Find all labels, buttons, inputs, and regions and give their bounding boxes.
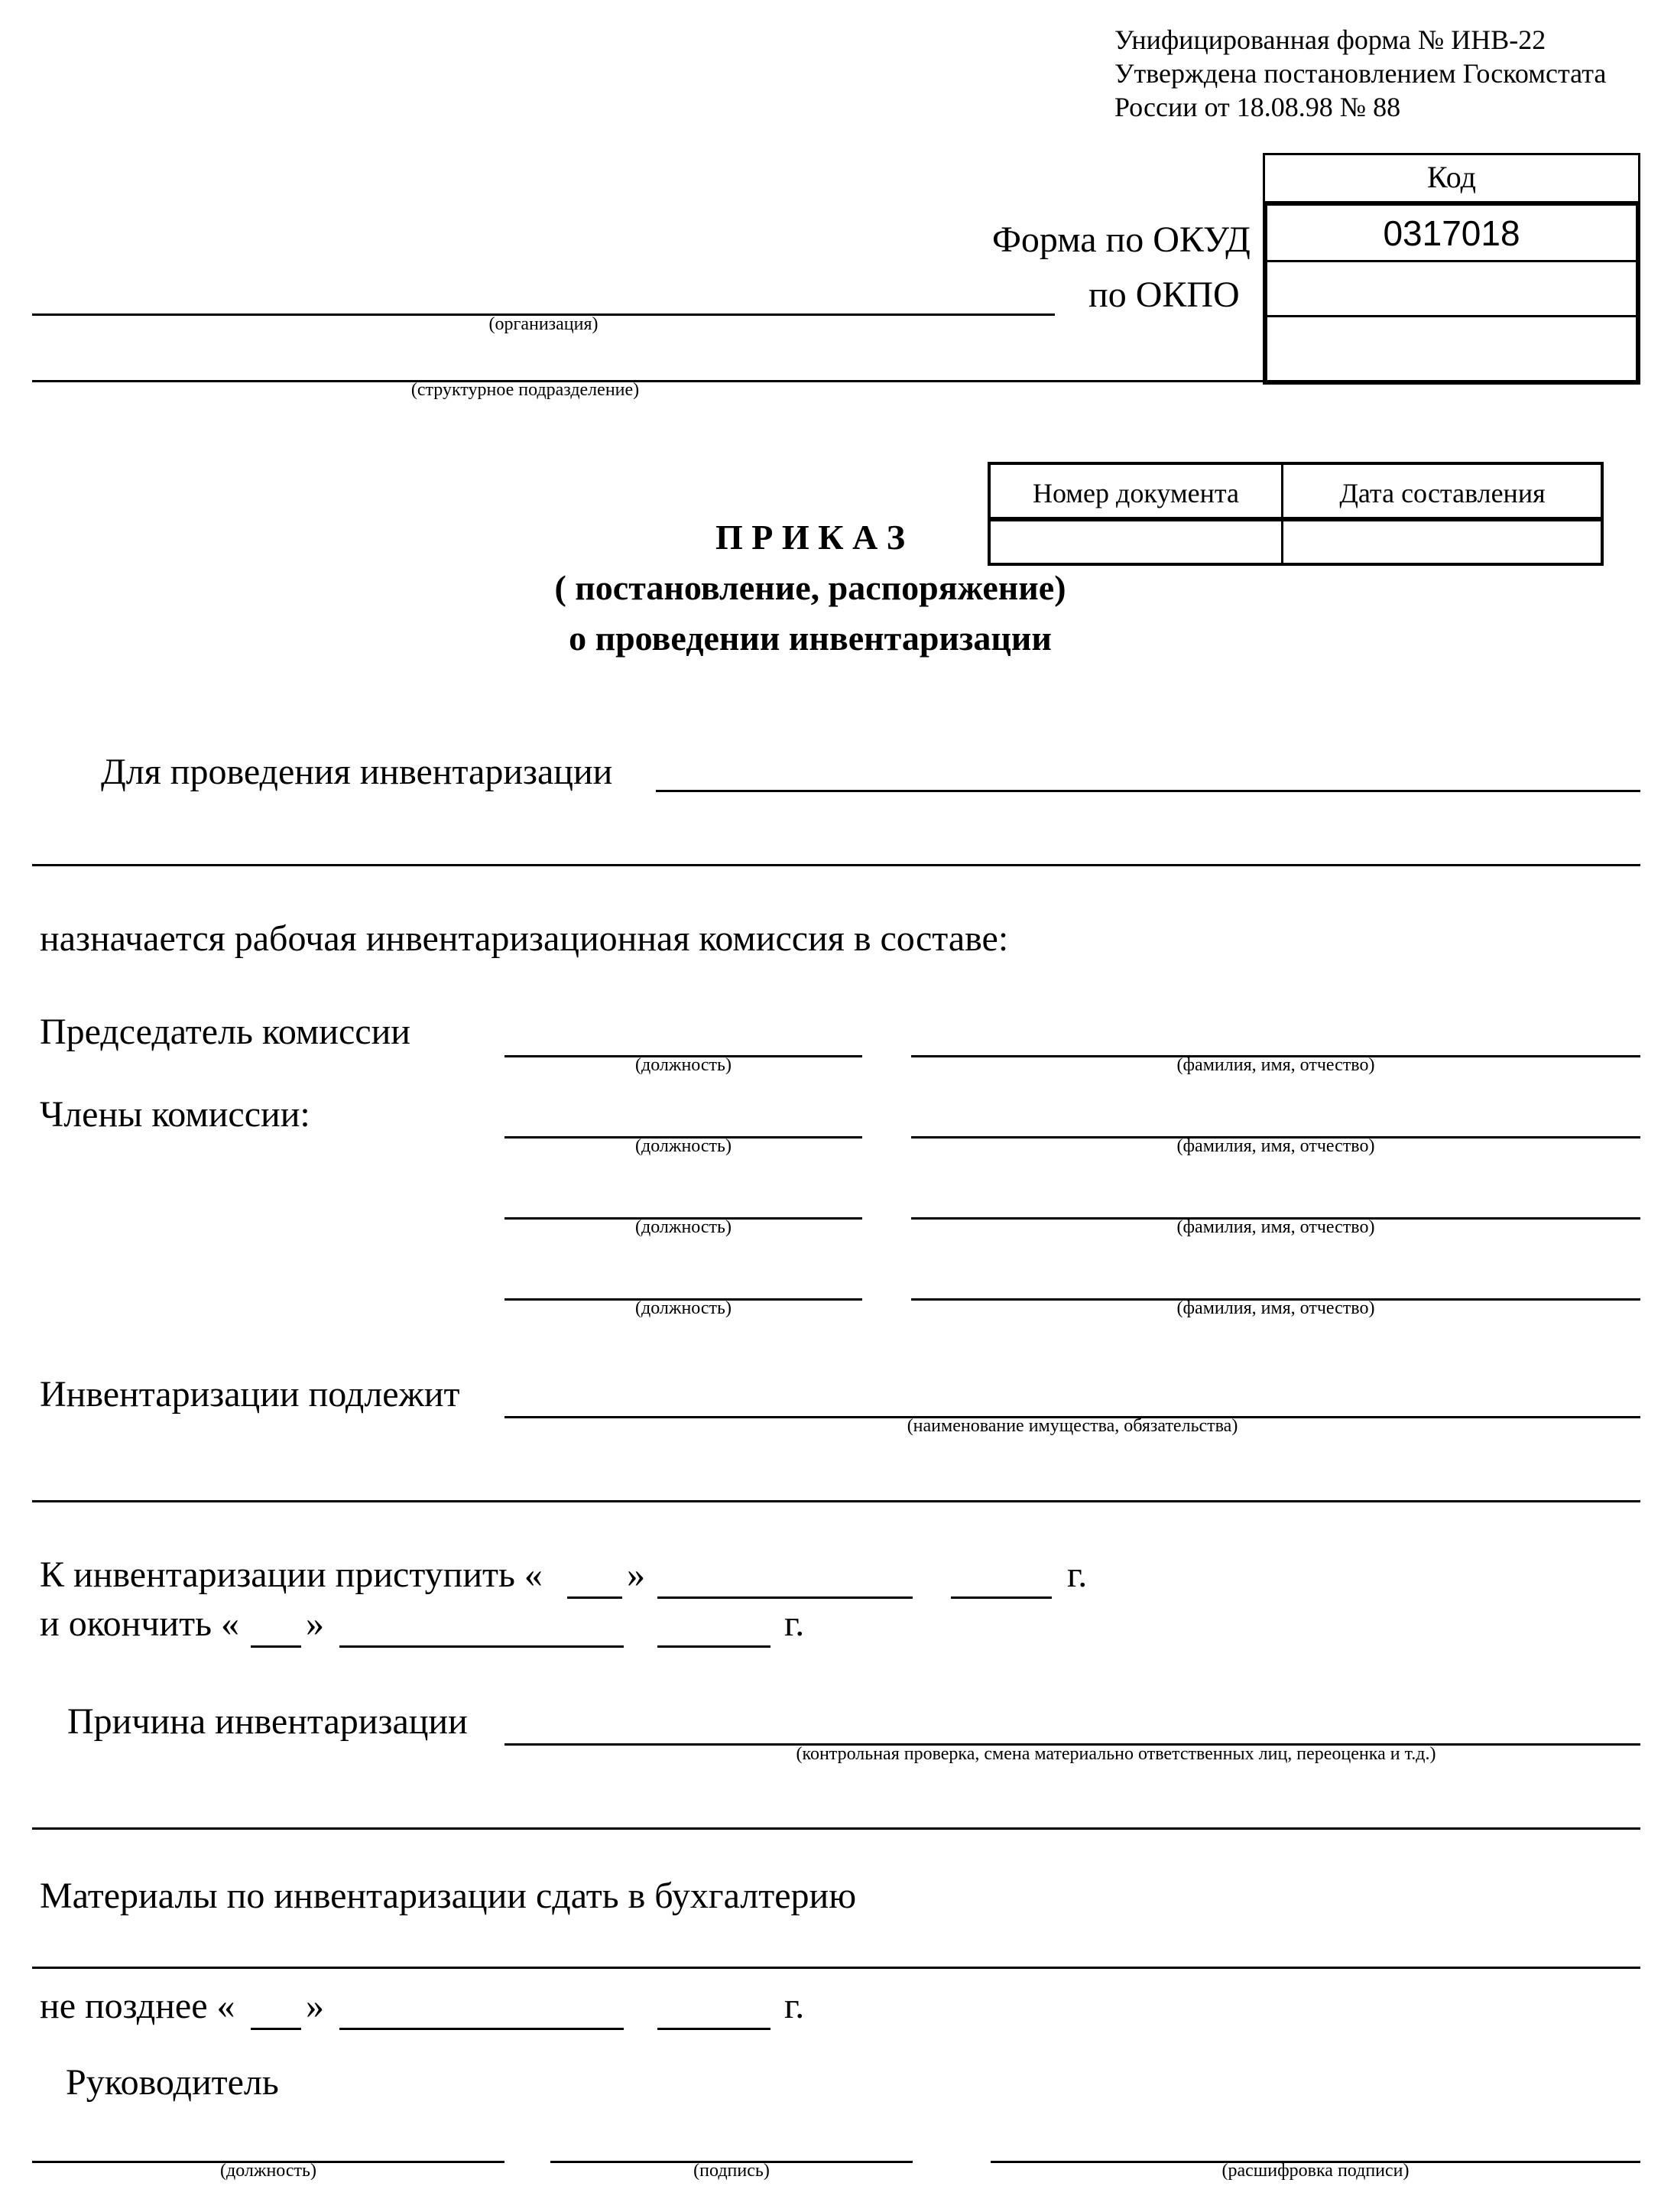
start-year-field[interactable] bbox=[951, 1596, 1052, 1599]
name-caption: (фамилия, имя, отчество) bbox=[1176, 1217, 1375, 1237]
end-day-field[interactable] bbox=[251, 1645, 301, 1648]
code-divider-1 bbox=[1263, 260, 1640, 262]
materials-field[interactable] bbox=[32, 1967, 1640, 1969]
doc-date-header: Дата составления bbox=[1339, 478, 1546, 508]
commission-text: назначается рабочая инвентаризационная комиссия в составе: bbox=[40, 918, 1009, 959]
purpose-label: Для проведения инвентаризации bbox=[101, 752, 613, 792]
reason-field-continued[interactable] bbox=[32, 1827, 1640, 1830]
position-caption: (должность) bbox=[635, 1055, 732, 1075]
end-label: и окончить « bbox=[40, 1603, 239, 1644]
order-subtitle: ( постановление, распоряжение) bbox=[554, 568, 1066, 607]
form-name: Унифицированная форма № ИНВ-22 bbox=[1114, 24, 1546, 55]
chairman-label: Председатель комиссии bbox=[40, 1012, 410, 1052]
deadline-year-field[interactable] bbox=[657, 2028, 770, 2030]
doc-table-divider bbox=[1281, 462, 1283, 566]
name-caption: (фамилия, имя, отчество) bbox=[1176, 1055, 1375, 1075]
position-caption: (должность) bbox=[635, 1136, 732, 1156]
sign-decode-caption: (расшифровка подписи) bbox=[1221, 2161, 1410, 2181]
position-caption: (должность) bbox=[635, 1298, 732, 1318]
deadline-month-field[interactable] bbox=[339, 2028, 624, 2030]
materials-label: Материалы по инвентаризации сдать в бухгалтерию bbox=[40, 1876, 857, 1916]
organization-caption: (организация) bbox=[488, 314, 599, 334]
sign-signature-caption: (подпись) bbox=[693, 2161, 770, 2181]
doc-date-field[interactable] bbox=[1286, 521, 1599, 561]
order-topic: о проведении инвентаризации bbox=[569, 619, 1052, 658]
start-quote-close: » bbox=[627, 1554, 645, 1595]
code-divider-2 bbox=[1263, 315, 1640, 317]
position-caption: (должность) bbox=[635, 1217, 732, 1237]
subject-caption: (наименование имущества, обязательства) bbox=[907, 1416, 1238, 1436]
start-month-field[interactable] bbox=[657, 1596, 913, 1599]
end-quote-close: » bbox=[306, 1603, 324, 1644]
okud-label: Форма по ОКУД bbox=[992, 219, 1251, 260]
end-year-field[interactable] bbox=[657, 1645, 770, 1648]
purpose-field-continued[interactable] bbox=[32, 864, 1640, 866]
end-month-field[interactable] bbox=[339, 1645, 624, 1648]
reason-caption: (контрольная проверка, смена материально ответственных лиц, переоценка и т.д.) bbox=[796, 1744, 1436, 1764]
deadline-year-suffix: г. bbox=[784, 1986, 805, 2026]
sign-position-caption: (должность) bbox=[220, 2161, 316, 2181]
code-header: Код bbox=[1263, 153, 1640, 203]
start-year-suffix: г. bbox=[1067, 1554, 1088, 1595]
name-caption: (фамилия, имя, отчество) bbox=[1176, 1298, 1375, 1318]
deadline-day-field[interactable] bbox=[251, 2028, 301, 2030]
subject-label: Инвентаризации подлежит bbox=[40, 1374, 460, 1415]
start-day-field[interactable] bbox=[567, 1596, 622, 1599]
approval-line: Утверждена постановлением Госкомстата bbox=[1114, 58, 1607, 89]
start-label: К инвентаризации приступить « bbox=[40, 1554, 543, 1595]
doc-number-header: Номер документа bbox=[1032, 478, 1240, 508]
end-year-suffix: г. bbox=[784, 1603, 805, 1644]
approval-date: России от 18.08.98 № 88 bbox=[1114, 92, 1401, 122]
okud-value: 0317018 bbox=[1383, 213, 1520, 253]
subject-field-continued[interactable] bbox=[32, 1500, 1640, 1502]
purpose-field[interactable] bbox=[656, 790, 1640, 792]
head-label: Руководитель bbox=[66, 2062, 279, 2103]
deadline-quote-close: » bbox=[306, 1986, 324, 2026]
division-caption: (структурное подразделение) bbox=[410, 380, 640, 400]
members-label: Члены комиссии: bbox=[40, 1094, 310, 1135]
okpo-label: по ОКПО bbox=[1088, 274, 1240, 315]
order-title: П Р И К А З bbox=[715, 518, 905, 557]
reason-label: Причина инвентаризации bbox=[67, 1701, 468, 1742]
name-caption: (фамилия, имя, отчество) bbox=[1176, 1136, 1375, 1156]
deadline-label: не позднее « bbox=[40, 1986, 235, 2026]
